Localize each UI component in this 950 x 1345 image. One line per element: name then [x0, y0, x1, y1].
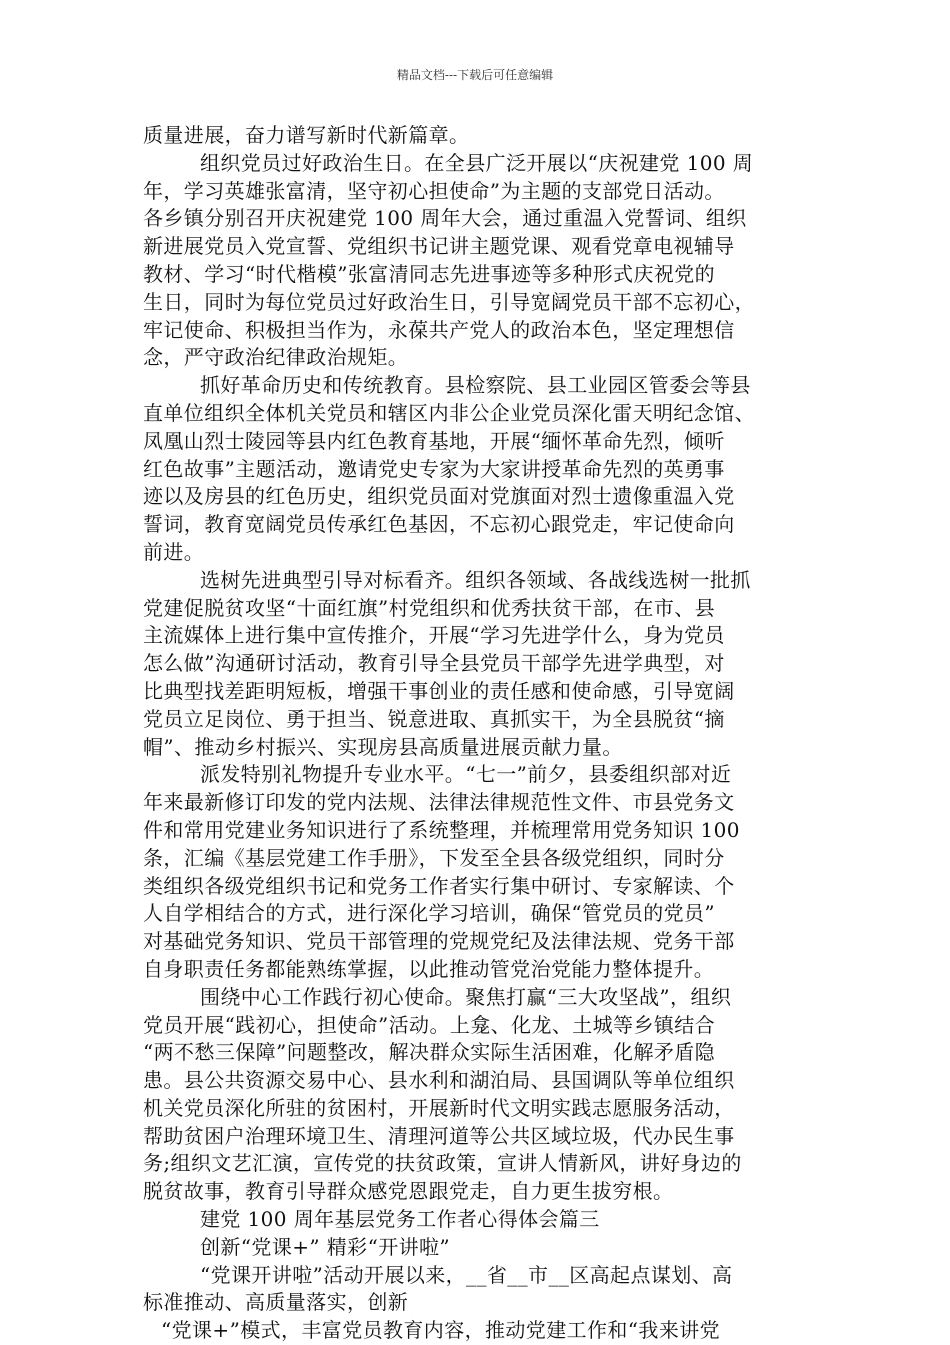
paragraph-heading: 组织党员过好政治生日。在全县广泛开展以“庆祝建党 100 周	[200, 150, 754, 175]
text-line: 教材、学习“时代楷模”张富清同志先进事迹等多种形式庆祝党的	[143, 261, 716, 286]
text-line: 党员立足岗位、勇于担当、锐意进取、真抓实干，为全县脱贫“摘	[143, 706, 725, 731]
text-line: 党建促脱贫攻坚“十面红旗”村党组织和优秀扶贫干部，在市、县	[143, 595, 716, 620]
text-line: 牢记使命、积极担当作为，永葆共产党人的政治本色，坚定理想信	[143, 317, 735, 342]
text-line: 对基础党务知识、党员干部管理的党规党纪及法律法规、党务干部	[143, 929, 735, 954]
paragraph-heading: 派发特别礼物提升专业水平。“七一”前夕，县委组织部对近	[200, 762, 732, 787]
text-line: 念，严守政治纪律政治规矩。	[143, 345, 409, 370]
text-line: 迹以及房县的红色历史，组织党员面对党旗面对烈士遗像重温入党	[143, 484, 735, 509]
text-line: 直单位组织全体机关党员和辖区内非公企业党员深化雷天明纪念馆、	[143, 400, 755, 425]
text-line: 各乡镇分别召开庆祝建党 100 周年大会，通过重温入党誓词、组织	[143, 206, 747, 231]
section-subtitle: 创新“党课+” 精彩“开讲啦”	[200, 1234, 451, 1259]
text-line: “两不愁三保障”问题整改，解决群众实际生活困难，化解矛盾隐	[143, 1040, 716, 1065]
page-header: 精品文档---下载后可任意编辑	[396, 68, 554, 82]
paragraph-heading: 抓好革命历史和传统教育。县检察院、县工业园区管委会等县	[200, 373, 751, 398]
text-line: 生日，同时为每位党员过好政治生日，引导宽阔党员干部不忘初心，	[143, 289, 755, 314]
text-line: 自身职责任务都能熟练掌握，以此推动管党治党能力整体提升。	[143, 956, 715, 981]
text-line: 新进展党员入党宣誓、党组织书记讲主题党课、观看党章电视辅导	[143, 234, 735, 259]
text-line: 人自学相结合的方式，进行深化学习培训，确保“管党员的党员”	[143, 901, 716, 926]
document-body	[143, 122, 813, 1345]
text-line: 条，汇编《基层党建工作手册》，下发至全县各级党组织，同时分	[143, 845, 725, 870]
text-line: 标准推动、高质量落实，创新	[143, 1290, 409, 1315]
text-line: 帮助贫困户治理环境卫生、清理河道等公共区域垃圾，代办民生事	[143, 1123, 735, 1148]
text-line: 主流媒体上进行集中宣传推介，开展“学习先进学什么，身为党员	[143, 623, 725, 648]
text-line: 誓词，教育宽阔党员传承红色基因，不忘初心跟党走，牢记使命向	[143, 512, 735, 537]
text-line: 年来最新修订印发的党内法规、法律法律规范性文件、市县党务文	[143, 790, 735, 815]
text-line: “党课+”模式，丰富党员教育内容，推动党建工作和“我来讲党	[161, 1318, 721, 1343]
text-line: 件和常用党建业务知识进行了系统整理，并梳理常用党务知识 100	[143, 817, 740, 842]
text-line: 质量进展，奋力谱写新时代新篇章。	[143, 123, 470, 147]
paragraph-heading: 选树先进典型引导对标看齐。组织各领域、各战线选树一批抓	[200, 567, 751, 592]
text-line: 务;组织文艺汇演，宣传党的扶贫政策，宣讲人情新风，讲好身边的	[143, 1151, 742, 1176]
text-line: 脱贫故事，教育引导群众感党恩跟党走，自力更生拔穷根。	[143, 1179, 674, 1204]
text-line: 凤凰山烈士陵园等县内红色教育基地，开展“缅怀革命先烈，倾听	[143, 428, 725, 453]
text-line: 比典型找差距明短板，增强干事创业的责任感和使命感，引导宽阔	[143, 678, 735, 703]
paragraph-start: “党课开讲啦”活动开展以来，__省__市__区高起点谋划、高	[200, 1262, 733, 1287]
text-line: 怎么做”沟通研讨活动，教育引导全县党员干部学先进学典型，对	[143, 651, 725, 676]
paragraph-heading: 围绕中心工作践行初心使命。聚焦打赢“三大攻坚战”，组织	[200, 984, 732, 1009]
text-line: 帽”、推动乡村振兴、实现房县高质量进展贡献力量。	[143, 734, 623, 759]
text-line: 红色故事”主题活动，邀请党史专家为大家讲授革命先烈的英勇事	[143, 456, 725, 481]
text-line: 年，学习英雄张富清，坚守初心担使命”为主题的支部党日活动。	[143, 178, 725, 203]
text-line: 患。县公共资源交易中心、县水利和湖泊局、县国调队等单位组织	[143, 1068, 735, 1093]
section-title: 建党 100 周年基层党务工作者心得体会篇三	[200, 1207, 600, 1232]
text-line: 机关党员深化所驻的贫困村，开展新时代文明实践志愿服务活动，	[143, 1095, 735, 1120]
text-line: 前进。	[143, 539, 205, 564]
text-line: 类组织各级党组织书记和党务工作者实行集中研讨、专家解读、个	[143, 873, 735, 898]
text-line: 党员开展“践初心，担使命”活动。上龛、化龙、土城等乡镇结合	[143, 1012, 716, 1037]
